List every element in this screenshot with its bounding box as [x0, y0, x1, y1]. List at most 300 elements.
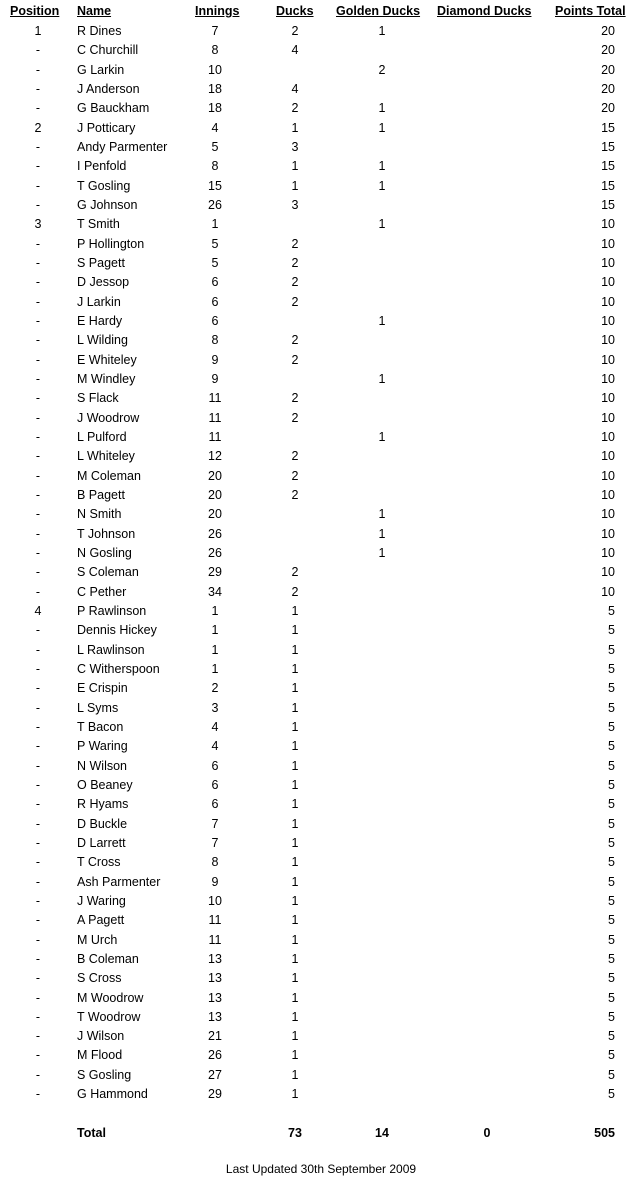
innings-cell: 13 — [208, 951, 222, 966]
points-cell: 5 — [608, 623, 615, 638]
table-row — [0, 409, 642, 428]
points-cell: 5 — [608, 932, 615, 947]
table-row — [0, 486, 642, 505]
name-cell: M Urch — [77, 932, 118, 947]
points-cell: 5 — [608, 758, 615, 773]
table-row — [0, 911, 642, 930]
name-cell: P Hollington — [77, 236, 145, 251]
position-cell: - — [35, 855, 41, 870]
table-row — [0, 718, 642, 737]
innings-cell: 21 — [208, 1029, 222, 1044]
position-cell: - — [35, 313, 41, 328]
points-cell: 5 — [608, 642, 615, 657]
table-row — [0, 119, 642, 138]
total-points: 505 — [594, 1126, 615, 1140]
name-cell: C Witherspoon — [77, 661, 160, 676]
innings-cell: 20 — [208, 468, 222, 483]
table-row — [0, 1066, 642, 1085]
position-cell: - — [35, 333, 41, 348]
table-row — [0, 892, 642, 911]
name-cell: N Wilson — [77, 758, 128, 773]
innings-cell: 11 — [208, 429, 222, 444]
points-cell: 10 — [601, 255, 615, 270]
points-cell: 15 — [601, 139, 615, 154]
table-row — [0, 660, 642, 679]
name-cell: S Coleman — [77, 565, 139, 580]
name-cell: D Larrett — [77, 835, 126, 850]
ducks-cell: 1 — [291, 1048, 299, 1063]
ducks-cell: 1 — [291, 913, 299, 928]
name-cell: Andy Parmenter — [77, 139, 168, 154]
points-cell: 5 — [608, 1087, 615, 1102]
table-row — [0, 815, 642, 834]
innings-cell: 8 — [211, 43, 219, 58]
points-cell: 10 — [601, 313, 615, 328]
name-cell: B Pagett — [77, 487, 125, 502]
innings-cell: 6 — [211, 797, 219, 812]
ducks-cell: 1 — [291, 178, 299, 193]
position-cell: - — [35, 81, 41, 96]
ducks-cell: 1 — [291, 719, 299, 734]
position-cell: - — [35, 468, 41, 483]
innings-cell: 8 — [211, 855, 219, 870]
points-cell: 5 — [608, 1048, 615, 1063]
points-cell: 10 — [601, 565, 615, 580]
points-cell: 10 — [601, 275, 615, 290]
position-cell: - — [35, 835, 41, 850]
points-cell: 10 — [601, 352, 615, 367]
ducks-cell: 1 — [291, 893, 299, 908]
ducks-cell: 2 — [291, 101, 299, 116]
position-cell: - — [35, 700, 41, 715]
innings-cell: 5 — [211, 236, 219, 251]
ducks-cell: 2 — [291, 449, 299, 464]
position-cell: - — [35, 255, 41, 270]
total-diamond-ducks: 0 — [483, 1126, 491, 1140]
ducks-cell: 1 — [291, 1009, 299, 1024]
ducks-cell: 1 — [291, 739, 299, 754]
ducks-cell: 1 — [291, 951, 299, 966]
points-cell: 10 — [601, 410, 615, 425]
position-cell: - — [35, 584, 41, 599]
name-cell: S Pagett — [77, 255, 125, 270]
name-cell: E Crispin — [77, 681, 128, 696]
table-row — [0, 389, 642, 408]
ducks-cell: 2 — [291, 584, 299, 599]
innings-cell: 11 — [208, 932, 222, 947]
name-cell: D Jessop — [77, 275, 130, 290]
name-cell: T Woodrow — [77, 1009, 141, 1024]
position-cell: 4 — [34, 603, 42, 618]
innings-cell: 8 — [211, 159, 219, 174]
table-row — [0, 41, 642, 60]
points-cell: 10 — [601, 449, 615, 464]
ducks-cell: 2 — [291, 391, 299, 406]
total-row — [0, 1124, 642, 1143]
position-cell: - — [35, 352, 41, 367]
name-cell: G Bauckham — [77, 101, 150, 116]
points-cell: 5 — [608, 835, 615, 850]
ducks-cell: 3 — [291, 197, 299, 212]
name-cell: O Beaney — [77, 777, 133, 792]
ducks-cell: 1 — [291, 1029, 299, 1044]
innings-cell: 7 — [211, 24, 219, 38]
ducks-cell: 2 — [291, 24, 299, 38]
innings-cell: 13 — [208, 971, 222, 986]
innings-cell: 34 — [208, 584, 222, 599]
points-cell: 10 — [601, 429, 615, 444]
table-row — [0, 138, 642, 157]
ducks-cell: 1 — [291, 1067, 299, 1082]
innings-cell: 27 — [208, 1067, 222, 1082]
position-cell: 3 — [34, 217, 42, 232]
table-row — [0, 273, 642, 292]
points-cell: 10 — [601, 468, 615, 483]
golden-ducks-cell: 1 — [378, 429, 386, 444]
points-cell: 5 — [608, 971, 615, 986]
ducks-cell: 1 — [291, 623, 299, 638]
points-cell: 20 — [601, 62, 615, 77]
table-row — [0, 950, 642, 969]
position-cell: - — [35, 874, 41, 889]
points-cell: 5 — [608, 700, 615, 715]
total-golden-ducks: 14 — [375, 1126, 389, 1140]
position-cell: - — [35, 739, 41, 754]
innings-cell: 18 — [208, 81, 222, 96]
position-cell: - — [35, 391, 41, 406]
ducks-cell: 1 — [291, 661, 299, 676]
name-cell: T Bacon — [77, 719, 124, 734]
ducks-cell: 1 — [291, 932, 299, 947]
position-cell: - — [35, 275, 41, 290]
table-row — [0, 428, 642, 447]
position-cell: - — [35, 294, 41, 309]
innings-cell: 4 — [211, 739, 219, 754]
name-cell: J Woodrow — [77, 410, 140, 425]
last-updated: Last Updated 30th September 2009 — [225, 1162, 417, 1176]
ducks-cell: 2 — [291, 236, 299, 251]
position-cell: - — [35, 797, 41, 812]
golden-ducks-cell: 1 — [378, 217, 386, 232]
name-cell: J Larkin — [77, 294, 121, 309]
table-row — [0, 61, 642, 80]
name-cell: C Pether — [77, 584, 127, 599]
points-cell: 5 — [608, 681, 615, 696]
table-row — [0, 621, 642, 640]
points-cell: 15 — [601, 159, 615, 174]
name-cell: M Flood — [77, 1048, 123, 1063]
golden-ducks-cell: 1 — [378, 313, 386, 328]
ducks-cell: 4 — [291, 43, 299, 58]
position-cell: - — [35, 681, 41, 696]
golden-ducks-cell: 2 — [378, 62, 386, 77]
table-row — [0, 99, 642, 118]
name-cell: L Syms — [77, 700, 119, 715]
position-cell: - — [35, 526, 41, 541]
ducks-cell: 1 — [291, 874, 299, 889]
table-row — [0, 757, 642, 776]
points-cell: 10 — [601, 333, 615, 348]
name-cell: M Woodrow — [77, 990, 144, 1005]
table-row — [0, 873, 642, 892]
name-cell: L Whiteley — [77, 449, 135, 464]
innings-cell: 6 — [211, 313, 219, 328]
ducks-cell: 1 — [291, 603, 299, 618]
points-cell: 5 — [608, 739, 615, 754]
name-cell: E Hardy — [77, 313, 123, 328]
points-cell: 5 — [608, 874, 615, 889]
points-cell: 10 — [601, 545, 615, 560]
ducks-cell: 1 — [291, 797, 299, 812]
points-cell: 10 — [601, 487, 615, 502]
name-cell: M Windley — [77, 371, 136, 386]
points-cell: 5 — [608, 1009, 615, 1024]
innings-cell: 1 — [211, 603, 219, 618]
ducks-cell: 1 — [291, 990, 299, 1005]
innings-cell: 1 — [211, 217, 219, 232]
innings-cell: 10 — [208, 62, 222, 77]
position-cell: - — [35, 913, 41, 928]
header-innings: Innings — [195, 4, 240, 18]
header-ducks: Ducks — [276, 4, 314, 18]
innings-cell: 11 — [208, 410, 222, 425]
position-cell: - — [35, 545, 41, 560]
golden-ducks-cell: 1 — [378, 507, 386, 522]
points-cell: 5 — [608, 797, 615, 812]
name-cell: N Gosling — [77, 545, 132, 560]
ducks-cell: 1 — [291, 159, 299, 174]
points-cell: 10 — [601, 526, 615, 541]
innings-cell: 1 — [211, 642, 219, 657]
innings-cell: 10 — [208, 893, 222, 908]
header-points-total: Points Total — [555, 4, 626, 18]
points-cell: 5 — [608, 990, 615, 1005]
golden-ducks-cell: 1 — [378, 120, 386, 135]
table-row — [0, 641, 642, 660]
innings-cell: 2 — [211, 681, 219, 696]
position-cell: - — [35, 1009, 41, 1024]
innings-cell: 29 — [208, 565, 222, 580]
innings-cell: 18 — [208, 101, 222, 116]
ducks-cell: 2 — [291, 468, 299, 483]
points-cell: 10 — [601, 371, 615, 386]
innings-cell: 5 — [211, 255, 219, 270]
name-cell: J Anderson — [77, 81, 140, 96]
table-row — [0, 834, 642, 853]
position-cell: - — [35, 449, 41, 464]
points-cell: 5 — [608, 951, 615, 966]
ducks-cell: 1 — [291, 816, 299, 831]
header-position: Position — [10, 4, 60, 18]
table-row — [0, 293, 642, 312]
ducks-cell: 1 — [291, 855, 299, 870]
position-cell: 2 — [34, 120, 42, 135]
innings-cell: 5 — [211, 139, 219, 154]
points-cell: 10 — [601, 391, 615, 406]
name-cell: J Wilson — [77, 1029, 125, 1044]
innings-cell: 6 — [211, 777, 219, 792]
name-cell: S Cross — [77, 971, 122, 986]
position-cell: - — [35, 429, 41, 444]
position-cell: - — [35, 507, 41, 522]
golden-ducks-cell: 1 — [378, 178, 386, 193]
header-diamond-ducks: Diamond Ducks — [437, 4, 532, 18]
name-cell: P Waring — [77, 739, 128, 754]
innings-cell: 13 — [208, 990, 222, 1005]
innings-cell: 26 — [208, 545, 222, 560]
table-row — [0, 80, 642, 99]
golden-ducks-cell: 1 — [378, 24, 386, 38]
innings-cell: 26 — [208, 526, 222, 541]
ducks-cell: 1 — [291, 777, 299, 792]
header-golden-ducks: Golden Ducks — [336, 4, 421, 18]
table-row — [0, 157, 642, 176]
table-row — [0, 1008, 642, 1027]
innings-cell: 26 — [208, 197, 222, 212]
innings-cell: 9 — [211, 371, 219, 386]
name-cell: T Gosling — [77, 178, 131, 193]
points-cell: 5 — [608, 913, 615, 928]
innings-cell: 13 — [208, 1009, 222, 1024]
position-cell: - — [35, 816, 41, 831]
ducks-cell: 1 — [291, 758, 299, 773]
table-row — [0, 505, 642, 524]
name-cell: G Hammond — [77, 1087, 148, 1102]
ducks-cell: 1 — [291, 120, 299, 135]
ducks-cell: 2 — [291, 410, 299, 425]
table-row — [0, 467, 642, 486]
table-row — [0, 602, 642, 621]
position-cell: - — [35, 178, 41, 193]
position-cell: - — [35, 1029, 41, 1044]
name-cell: L Wilding — [77, 333, 128, 348]
table-row — [0, 1027, 642, 1046]
ducks-cell: 4 — [291, 81, 299, 96]
innings-cell: 7 — [211, 835, 219, 850]
innings-cell: 11 — [208, 913, 222, 928]
innings-cell: 20 — [208, 507, 222, 522]
golden-ducks-cell: 1 — [378, 526, 386, 541]
position-cell: - — [35, 101, 41, 116]
name-cell: T Johnson — [77, 526, 136, 541]
innings-cell: 20 — [208, 487, 222, 502]
ducks-cell: 1 — [291, 1087, 299, 1102]
points-cell: 10 — [601, 236, 615, 251]
name-cell: B Coleman — [77, 951, 139, 966]
ducks-cell: 1 — [291, 835, 299, 850]
ducks-cell: 2 — [291, 294, 299, 309]
points-cell: 5 — [608, 893, 615, 908]
position-cell: - — [35, 719, 41, 734]
name-cell: N Smith — [77, 507, 122, 522]
position-cell: - — [35, 410, 41, 425]
points-cell: 15 — [601, 178, 615, 193]
name-cell: R Dines — [77, 24, 122, 38]
points-cell: 5 — [608, 855, 615, 870]
innings-cell: 26 — [208, 1048, 222, 1063]
position-cell: - — [35, 159, 41, 174]
ducks-cell: 1 — [291, 700, 299, 715]
innings-cell: 7 — [211, 816, 219, 831]
table-row — [0, 525, 642, 544]
name-cell: J Potticary — [77, 120, 136, 135]
golden-ducks-cell: 1 — [378, 159, 386, 174]
name-cell: G Larkin — [77, 62, 125, 77]
header-name: Name — [77, 4, 112, 18]
name-cell: C Churchill — [77, 43, 139, 58]
table-row — [0, 699, 642, 718]
position-cell: - — [35, 1087, 41, 1102]
position-cell: - — [35, 893, 41, 908]
table-row — [0, 795, 642, 814]
points-cell: 10 — [601, 507, 615, 522]
points-cell: 20 — [601, 101, 615, 116]
ducks-cell: 2 — [291, 333, 299, 348]
points-cell: 20 — [601, 81, 615, 96]
position-cell: - — [35, 661, 41, 676]
table-row — [0, 22, 642, 41]
points-cell: 10 — [601, 294, 615, 309]
innings-cell: 9 — [211, 874, 219, 889]
golden-ducks-cell: 1 — [378, 545, 386, 560]
table-row — [0, 254, 642, 273]
innings-cell: 9 — [211, 352, 219, 367]
table-row — [0, 989, 642, 1008]
innings-cell: 29 — [208, 1087, 222, 1102]
innings-cell: 1 — [211, 661, 219, 676]
name-cell: P Rawlinson — [77, 603, 147, 618]
ducks-cell: 2 — [291, 565, 299, 580]
innings-cell: 6 — [211, 758, 219, 773]
points-cell: 5 — [608, 1029, 615, 1044]
innings-cell: 11 — [208, 391, 222, 406]
ducks-cell: 2 — [291, 352, 299, 367]
points-cell: 15 — [601, 120, 615, 135]
position-cell: - — [35, 642, 41, 657]
table-row — [0, 931, 642, 950]
table-row — [0, 196, 642, 215]
golden-ducks-cell: 1 — [378, 101, 386, 116]
ducks-cell: 1 — [291, 971, 299, 986]
position-cell: - — [35, 62, 41, 77]
innings-cell: 8 — [211, 333, 219, 348]
points-cell: 5 — [608, 719, 615, 734]
total-label: Total — [77, 1126, 106, 1140]
points-cell: 20 — [601, 43, 615, 58]
name-cell: M Coleman — [77, 468, 141, 483]
table-row — [0, 563, 642, 582]
table-row — [0, 679, 642, 698]
position-cell: - — [35, 43, 41, 58]
table-row — [0, 1085, 642, 1104]
position-cell: - — [35, 139, 41, 154]
innings-cell: 1 — [211, 623, 219, 638]
position-cell: - — [35, 487, 41, 502]
name-cell: D Buckle — [77, 816, 128, 831]
ducks-cell: 3 — [291, 139, 299, 154]
name-cell: S Gosling — [77, 1067, 132, 1082]
points-cell: 5 — [608, 603, 615, 618]
table-row — [0, 1046, 642, 1065]
points-cell: 5 — [608, 661, 615, 676]
name-cell: S Flack — [77, 391, 119, 406]
ducks-cell: 1 — [291, 681, 299, 696]
name-cell: L Pulford — [77, 429, 127, 444]
position-cell: - — [35, 990, 41, 1005]
golden-ducks-cell: 1 — [378, 371, 386, 386]
ducks-cell: 2 — [291, 487, 299, 502]
points-cell: 5 — [608, 777, 615, 792]
